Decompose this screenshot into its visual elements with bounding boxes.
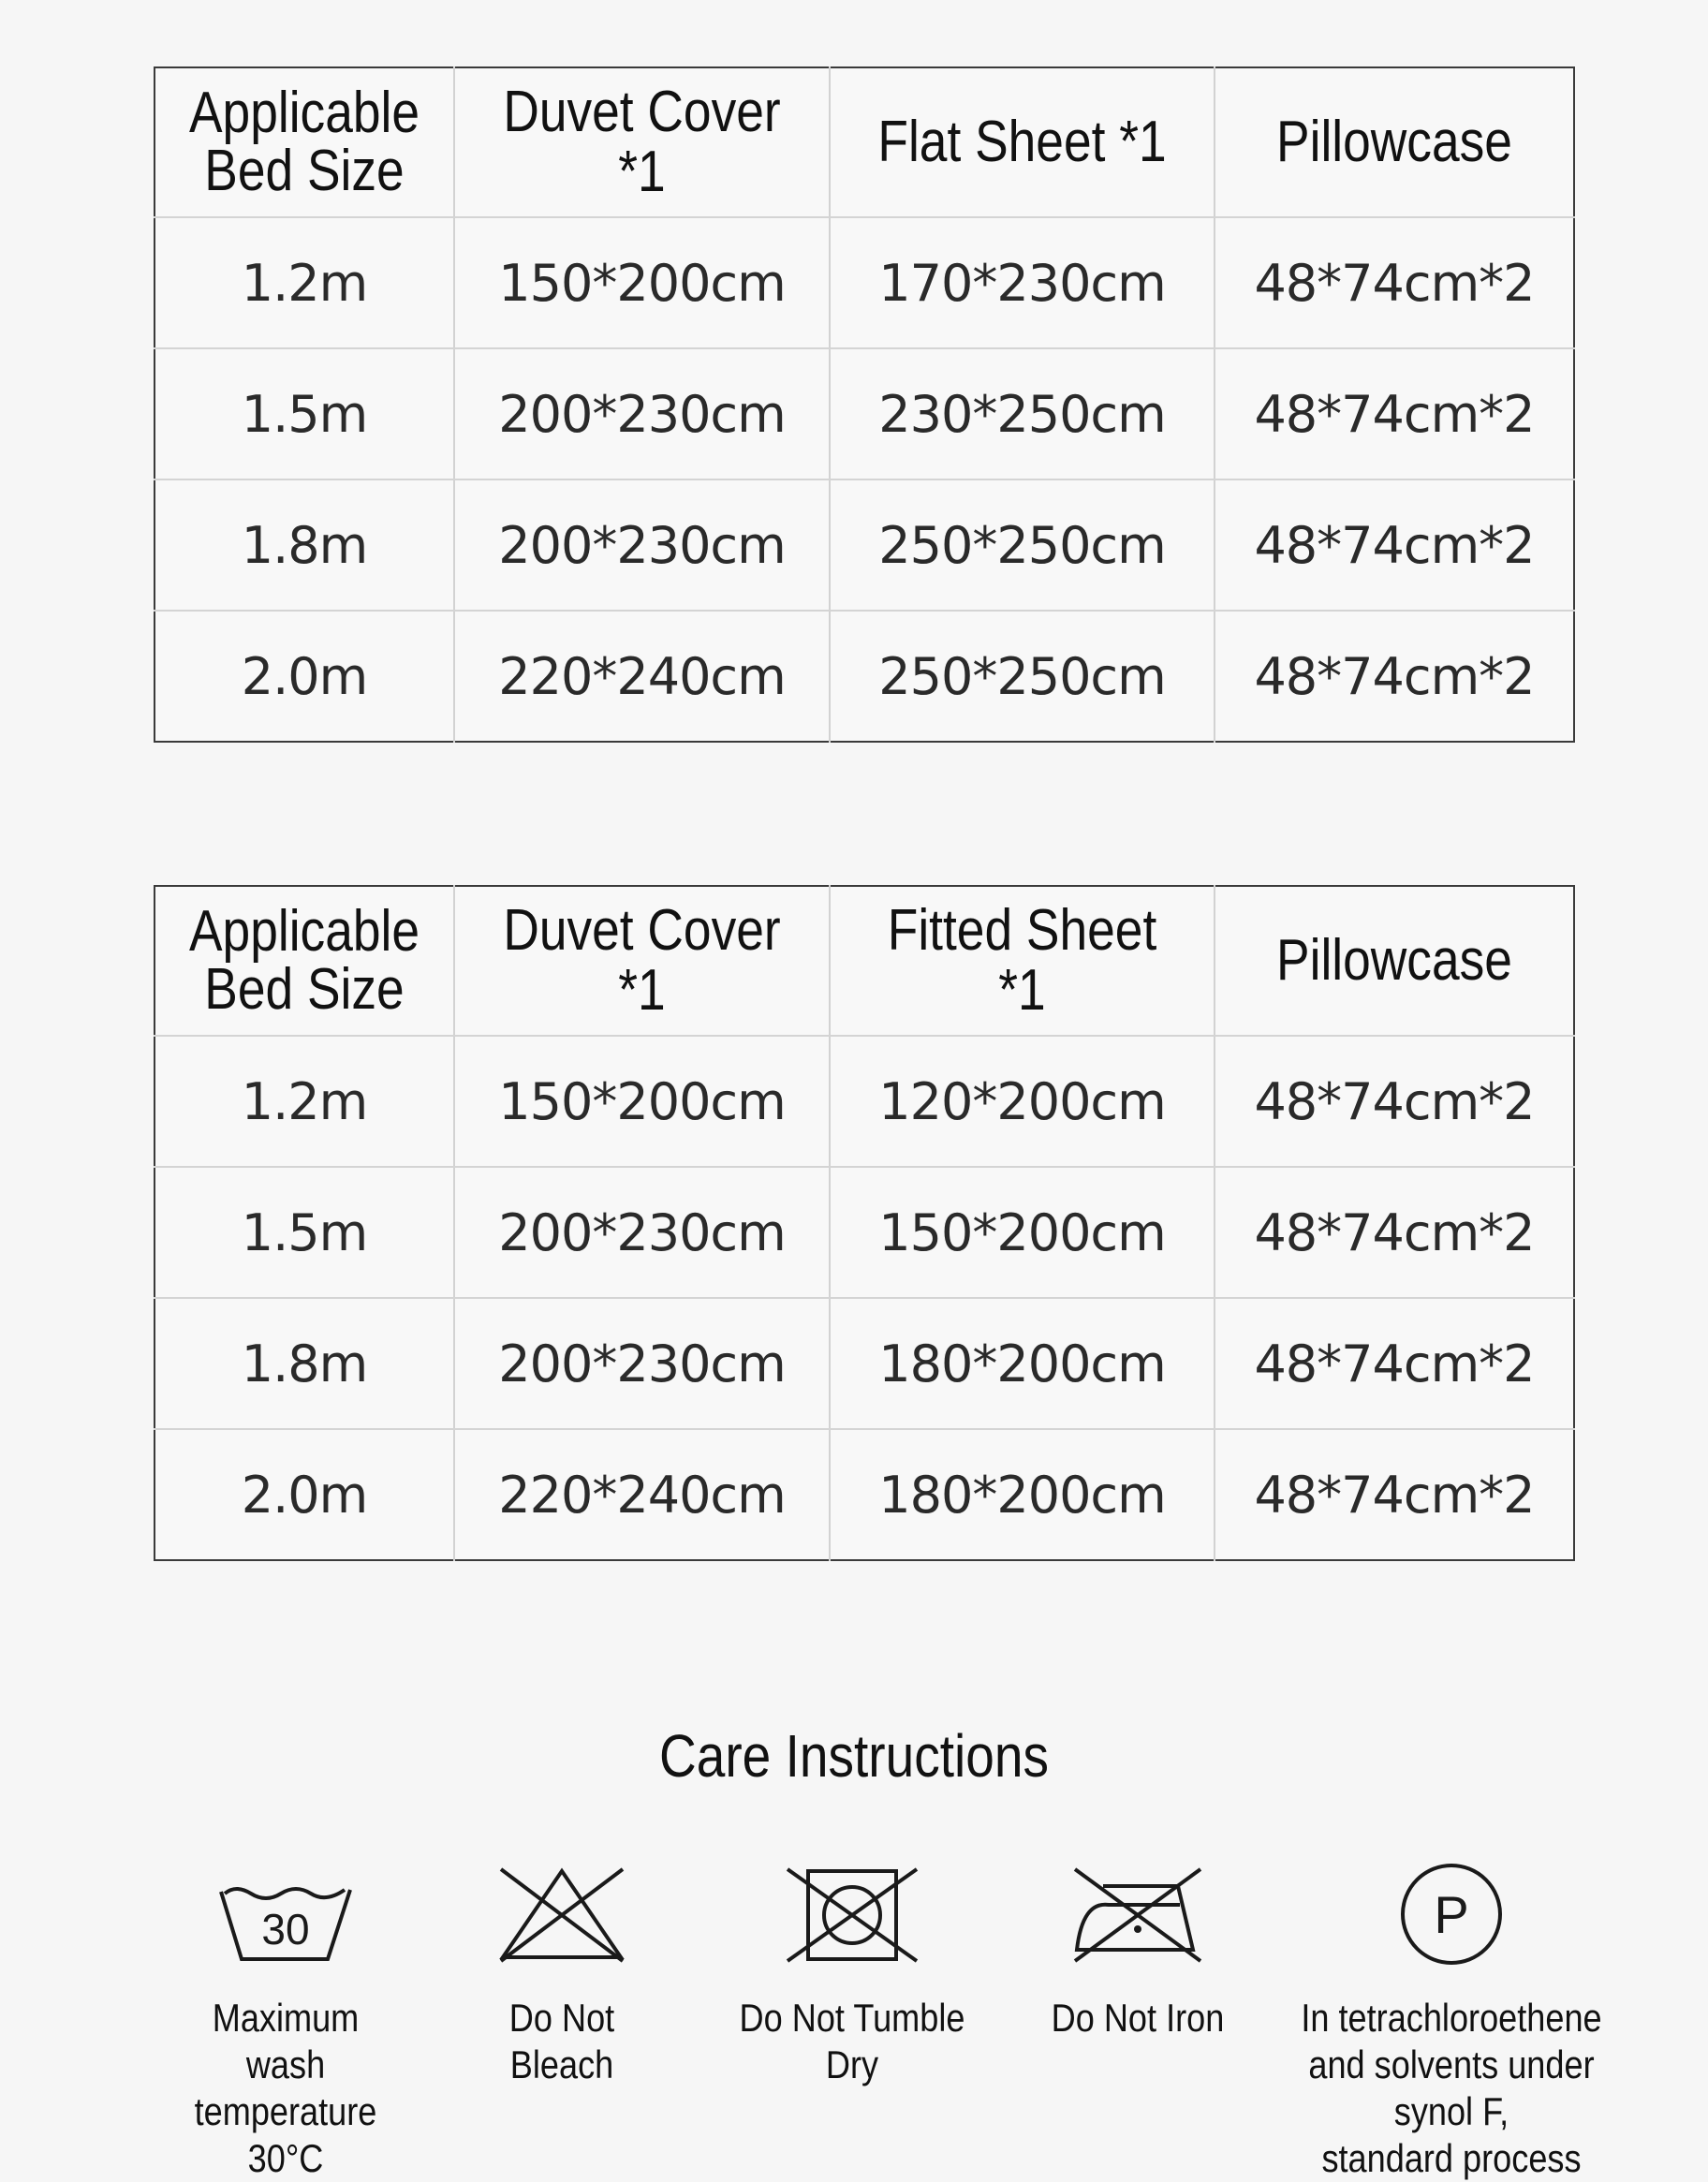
cell-bed-size: 1.5m bbox=[155, 348, 454, 479]
header-duvet-cover: Duvet Cover *1 bbox=[480, 886, 803, 1036]
header-pillowcase: Pillowcase bbox=[1240, 886, 1549, 1036]
cell-bed-size: 2.0m bbox=[155, 1429, 454, 1560]
header-pillowcase: Pillowcase bbox=[1240, 67, 1549, 217]
cell-pillowcase: 48*74cm*2 bbox=[1215, 1036, 1574, 1167]
care-label-dry-clean: In tetrachloroethene and solvents under synol F, standard process bbox=[1301, 1996, 1602, 2180]
cell-duvet-cover: 220*240cm bbox=[454, 611, 830, 742]
cell-flat-sheet: 250*250cm bbox=[830, 479, 1215, 611]
no-bleach-icon bbox=[492, 1864, 632, 1967]
table-row bbox=[155, 479, 1574, 611]
cell-fitted-sheet: 180*200cm bbox=[830, 1298, 1215, 1429]
care-label-wash: Maximum wash temperature 30°C bbox=[194, 1996, 377, 2180]
cell-pillowcase: 48*74cm*2 bbox=[1254, 646, 1535, 706]
table-row bbox=[155, 1298, 1574, 1429]
cell-bed-size: 1.2m bbox=[155, 217, 454, 348]
header-flat-sheet: Flat Sheet *1 bbox=[857, 67, 1187, 217]
cell-pillowcase: 48*74cm*2 bbox=[1215, 1167, 1574, 1298]
table-row bbox=[155, 1429, 1574, 1560]
care-label-no-tumble-dry: Do Not Tumble Dry bbox=[739, 1996, 965, 2086]
cell-flat-sheet: 170*230cm bbox=[830, 217, 1215, 348]
care-label-no-bleach: Do Not Bleach bbox=[508, 1996, 615, 2086]
cell-pillowcase: 48*74cm*2 bbox=[1254, 1465, 1535, 1525]
svg-text:P: P bbox=[1434, 1885, 1469, 1944]
header-duvet-cover: Duvet Cover *1 bbox=[480, 67, 803, 217]
care-instructions-title: Care Instructions bbox=[658, 1722, 1050, 1790]
header-fitted-sheet: Fitted Sheet *1 bbox=[857, 886, 1187, 1036]
dry-clean-p-icon bbox=[1381, 1864, 1522, 1967]
wash-30-icon bbox=[215, 1864, 356, 1967]
cell-pillowcase: 48*74cm*2 bbox=[1215, 479, 1574, 611]
care-item-no-iron bbox=[1021, 1864, 1255, 2042]
no-tumble-dry-icon bbox=[782, 1864, 922, 1967]
care-item-no-bleach bbox=[440, 1864, 684, 2088]
table-row bbox=[155, 217, 1574, 348]
cell-flat-sheet: 250*250cm bbox=[830, 611, 1215, 742]
cell-duvet-cover: 220*240cm bbox=[454, 1429, 830, 1560]
cell-bed-size: 1.8m bbox=[155, 1298, 454, 1429]
table-header-row bbox=[155, 886, 1574, 1036]
cell-duvet-cover: 200*230cm bbox=[454, 1167, 830, 1298]
svg-text:30: 30 bbox=[261, 1905, 310, 1953]
cell-duvet-cover: 200*230cm bbox=[454, 348, 830, 479]
cell-pillowcase: 48*74cm*2 bbox=[1215, 217, 1574, 348]
table-row bbox=[155, 1036, 1574, 1167]
care-item-no-tumble-dry bbox=[702, 1864, 1002, 2088]
size-table-flat-sheet bbox=[154, 66, 1575, 743]
table-row bbox=[155, 1167, 1574, 1298]
cell-duvet-cover: 200*230cm bbox=[454, 479, 830, 611]
cell-duvet-cover: 150*200cm bbox=[454, 1036, 830, 1167]
care-item-dry-clean bbox=[1245, 1864, 1657, 2182]
care-label-no-iron: Do Not Iron bbox=[1051, 1996, 1225, 2040]
cell-pillowcase: 48*74cm*2 bbox=[1215, 348, 1574, 479]
no-iron-icon bbox=[1068, 1864, 1208, 1967]
header-applicable-bed-size: Applicable Bed Size bbox=[175, 67, 433, 217]
cell-flat-sheet: 230*250cm bbox=[830, 348, 1215, 479]
cell-bed-size: 1.5m bbox=[155, 1167, 454, 1298]
cell-bed-size: 1.2m bbox=[155, 1036, 454, 1167]
cell-bed-size: 2.0m bbox=[155, 611, 454, 742]
size-table-fitted-sheet bbox=[154, 885, 1575, 1561]
cell-fitted-sheet: 150*200cm bbox=[830, 1167, 1215, 1298]
cell-duvet-cover: 150*200cm bbox=[454, 217, 830, 348]
table-row bbox=[155, 611, 1574, 742]
table-header-row bbox=[155, 67, 1574, 217]
cell-fitted-sheet: 180*200cm bbox=[830, 1429, 1215, 1560]
cell-duvet-cover: 200*230cm bbox=[454, 1298, 830, 1429]
cell-bed-size: 1.8m bbox=[155, 479, 454, 611]
care-item-wash bbox=[150, 1864, 421, 2182]
cell-pillowcase: 48*74cm*2 bbox=[1215, 1298, 1574, 1429]
cell-fitted-sheet: 120*200cm bbox=[830, 1036, 1215, 1167]
table-row bbox=[155, 348, 1574, 479]
header-applicable-bed-size: Applicable Bed Size bbox=[175, 886, 433, 1036]
